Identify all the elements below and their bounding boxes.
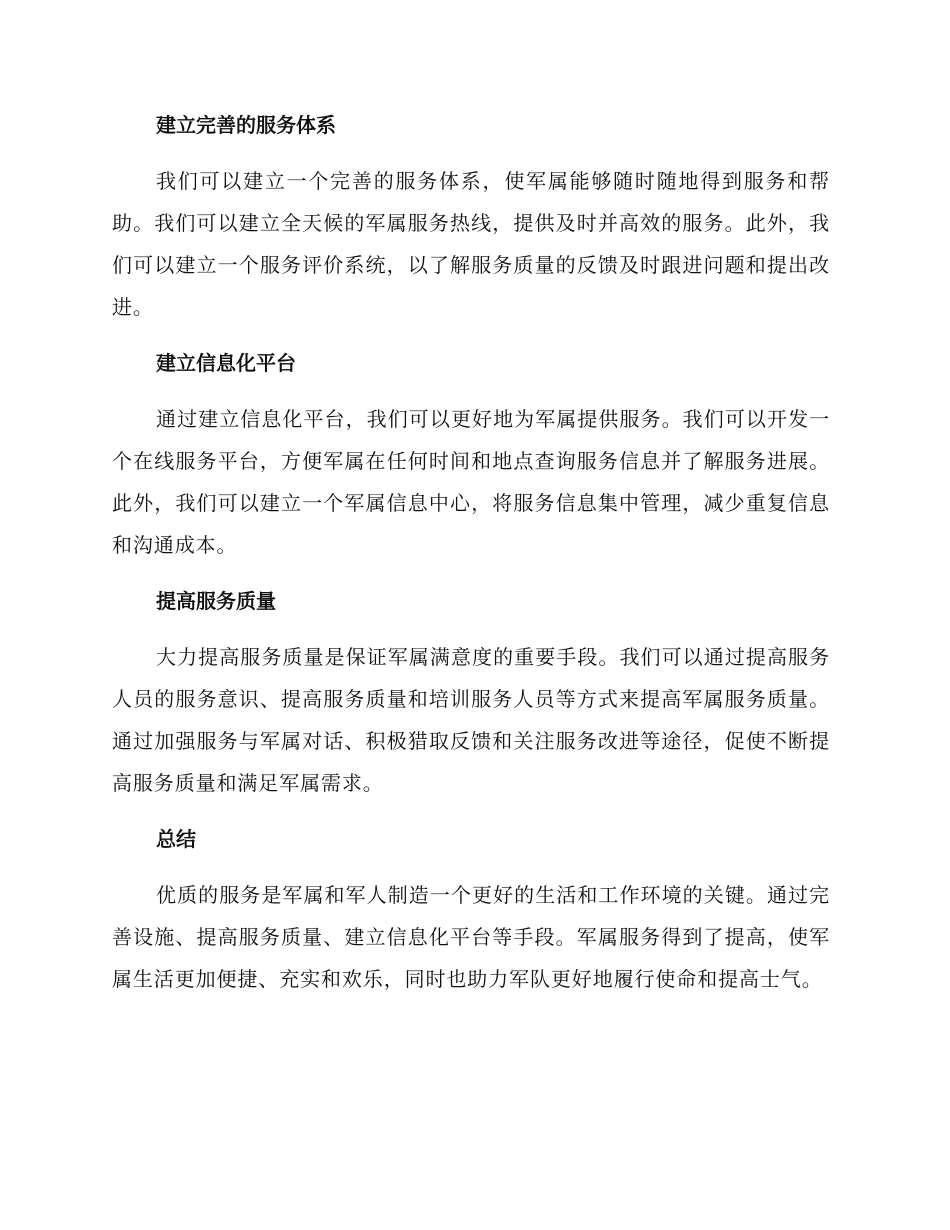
- section-body-summary: 优质的服务是军属和军人制造一个更好的生活和工作环境的关键。通过完善设施、提高服务质量、建立信息化平台等手段。军属服务得到了提高，使军属生活更加便捷、充实和欢乐，同时也助力军队更好地履行使命和提高士气。: [112, 883, 830, 991]
- section-heading-summary: 总结: [156, 827, 196, 851]
- section-body-service-quality: 大力提高服务质量是保证军属满意度的重要手段。我们可以通过提高服务人员的服务意识、提高服务质量和培训服务人员等方式来提高军属服务质量。通过加强服务与军属对话、积极猎取反馈和关注服务改进等途径，促使不断提高服务质量和满足军属需求。: [112, 645, 830, 795]
- section-heading-service-quality: 提高服务质量: [156, 589, 276, 613]
- section-body-info-platform: 通过建立信息化平台，我们可以更好地为军属提供服务。我们可以开发一个在线服务平台，方便军属在任何时间和地点查询服务信息并了解服务进展。此外，我们可以建立一个军属信息中心，将服务信息集中管理，减少重复信息和沟通成本。: [112, 407, 830, 557]
- section-heading-service-system: 建立完善的服务体系: [156, 113, 336, 137]
- section-body-service-system: 我们可以建立一个完善的服务体系，使军属能够随时随地得到服务和帮助。我们可以建立全天候的军属服务热线，提供及时并高效的服务。此外，我们可以建立一个服务评价系统，以了解服务质量的反馈及时跟进问题和提出改进。: [112, 169, 830, 319]
- section-heading-info-platform: 建立信息化平台: [156, 351, 296, 375]
- document-page: [112, 104, 830, 1000]
